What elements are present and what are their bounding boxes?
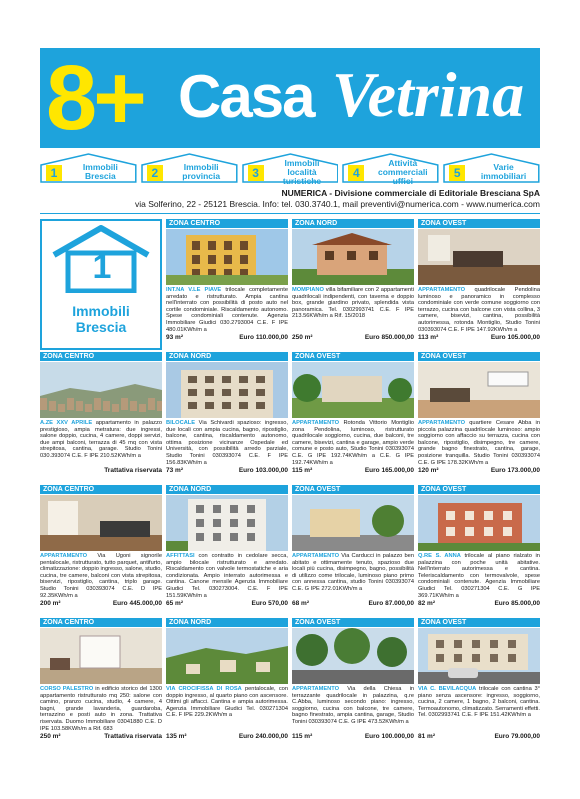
listing-title: APPARTAMENTO (292, 686, 340, 692)
nav-item-1[interactable] (40, 153, 137, 183)
logo-number: 8+ (46, 47, 143, 149)
listing-footer (40, 467, 162, 475)
listing-photo (418, 628, 540, 684)
nav-item-2[interactable] (141, 153, 238, 183)
listing-photo (292, 362, 414, 418)
listing-card[interactable] (40, 485, 162, 619)
zone-label: ZONA CENTRO (40, 352, 162, 361)
zone-label: ZONA NORD (166, 352, 288, 361)
listing-price: Euro 110.000,00 (239, 334, 288, 341)
listing-card[interactable] (292, 352, 414, 486)
listing-title: BILOCALE (166, 420, 196, 426)
listing-footer (40, 600, 162, 608)
nav-item-4[interactable] (342, 153, 439, 186)
listing-photo (166, 362, 288, 418)
zone-label: ZONA OVEST (292, 485, 414, 494)
listing-text: in edificio storico del 1300 appartamento ristrutturato mq 250: salone con camino, pranzo cucina, studio, 4 camere, 4 bagni, grande lavanderia, guardaroba, terrazzino e posti auto in zona. Trattativa riservata. Duomo Immobiliare 03041880 C.E. D IPE 103.58KWh/m a Rif. 683 (40, 686, 162, 732)
listing-area: 73 m² (166, 467, 183, 474)
listing-area: 113 m² (418, 334, 439, 341)
zone-label: ZONA CENTRO (166, 219, 288, 228)
listing-footer (166, 467, 288, 475)
listing-description (166, 287, 288, 333)
listing-title: A.ZE XXV APRILE (40, 420, 93, 426)
listing-area: 120 m² (418, 467, 439, 474)
listing-title: CORSO PALESTRO (40, 686, 94, 692)
listing-title: APPARTAMENTO (40, 553, 88, 559)
listing-title: VIA CROCIFISSA DI ROSA (166, 686, 242, 692)
listing-text: pentalocale, con doppio ingresso, al quarto piano con ascensore. Ottimi gli affacci. Cantina e ampia autorimessa. Agenzia Immobiliare Giudici Tel. 030271304 C.E. F IPE 229.2KWh/m a (166, 686, 288, 719)
listing-photo (418, 229, 540, 285)
listing-text: Rotonda Vittorio Montiglio zona Pendolina, luminoso, ristrutturato quadrilocale soggiorno, cucina, due balconi, tre camere, bisevizi, cantina e garage, ampio verde comune e posto auto, Studio Tonini 030393074 C.E. G IPE 192.74KWh/m a C.E. G IPE 192.74KWh/m a (292, 420, 414, 466)
listing-area: 68 m² (292, 600, 309, 607)
nav-label: Attività commerciali uffici (377, 157, 428, 186)
listing-photo (292, 628, 414, 684)
listing-price: Trattativa riservata (104, 733, 162, 740)
listing-footer (418, 334, 540, 342)
zone-label: ZONA NORD (166, 485, 288, 494)
listing-text: villa bifamiliare con 2 appartamenti quadrilocali indipendenti, con taverna e doppio box, grande giardino privato, splendida vista panoramica. Tel. 0302993741 C.E. F IPE 213.56KWh/m a Rif. 15/2018 (292, 287, 414, 320)
listing-text: quadrilocale Pendolina luminoso e panoramico in complesso condominiale con verde comune soggiorno con terrazzo, cucina con balcone con vista collina, 3 camere, bisevizi, cantina, possibilità autorimessa, rotonda Montiglio, Studio Tonini 030393074 C.E. F IPE 147.92KWh/m a (418, 287, 540, 333)
listing-price: Euro 105.000,00 (490, 334, 540, 341)
listing-title: AFFITTASI (166, 553, 195, 559)
listing-card[interactable] (292, 485, 414, 619)
nav-item-5[interactable] (443, 153, 540, 183)
listing-footer (166, 334, 288, 342)
listing-photo (292, 495, 414, 551)
nav-label: Immobili provincia (182, 162, 221, 181)
listing-price: Euro 240.000,00 (238, 733, 288, 740)
masthead (40, 48, 540, 148)
listing-area: 65 m² (166, 600, 183, 607)
listing-description (40, 553, 162, 599)
listing-description (166, 420, 288, 466)
listing-photo (166, 229, 288, 285)
listing-description (292, 686, 414, 732)
listing-card[interactable] (418, 618, 540, 752)
nav-label: Varie immobiliari (480, 162, 527, 181)
zone-label: ZONA OVEST (418, 618, 540, 627)
logo-vetrina: Vetrina (332, 59, 525, 130)
logo-casa: Casa (178, 63, 314, 130)
listing-card[interactable] (418, 219, 540, 353)
listing-photo (166, 628, 288, 684)
listing-description (166, 553, 288, 599)
section-number: 1 (92, 248, 112, 286)
listing-footer (292, 733, 414, 741)
listing-footer (418, 600, 540, 608)
listing-footer (292, 467, 414, 475)
section-label: Immobili Brescia (72, 303, 130, 335)
listing-area: 115 m² (292, 733, 313, 740)
nav-label: Immobili Brescia (82, 162, 118, 181)
listing-title: APPARTAMENTO (292, 420, 340, 426)
listing-text: Via Carducci in palazzo ben abitato e ottimamente tenuto, spazioso due locali più cucina, disimpegno, bagno, possibilità di utilizzo come trilocale, luminoso piano primo con annessa cantina, studio Tonini 030393074 C.E. G IPE 272.01KWh/m a (292, 553, 414, 592)
listing-text: Via Ugoni signorile pentalocale, ristrutturato, tutto parquet, antifurto, climatizzazione: doppio ingresso, salone, studio, cucina, tre camere, balconi con vista strepitosa, biservizi, ripostiglio, cantina, triplo garage. Studio Tonini 030393074 C.E. D IPE 92.35KWh/m a (40, 553, 162, 599)
listing-card[interactable] (418, 352, 540, 486)
zone-label: ZONA CENTRO (40, 618, 162, 627)
listing-title: Q.RE S. ANNA (418, 553, 461, 559)
listing-price: Euro 570,00 (251, 600, 288, 607)
listing-text: Via della Chiesa in terrazzante quadrilocale in palazzina, q.re C.Abba, luminoso secondo piano: ingresso, soggiorno, cucina con balcone, tre camere, bagno finestrato, ampia cantina, garage, Studio Tonini 030393074 C.E. G IPE 473.52KWh/m a (292, 686, 414, 725)
listing-price: Trattativa riservata (104, 467, 162, 474)
listing-footer (418, 733, 540, 741)
listing-card[interactable] (418, 485, 540, 619)
listing-price: Euro 79.000,00 (494, 733, 540, 740)
listing-title: APPARTAMENTO (292, 553, 340, 559)
publisher-name: NUMERICA - Divisione commerciale di Editoriale Bresciana SpA (281, 188, 540, 198)
listing-card[interactable] (166, 618, 288, 752)
nav-item-3[interactable] (242, 153, 339, 186)
listing-area: 250 m² (292, 334, 313, 341)
listing-photo (40, 362, 162, 418)
listing-description (292, 420, 414, 466)
zone-label: ZONA OVEST (292, 618, 414, 627)
listing-card[interactable] (166, 219, 288, 353)
nav-number: 2 (147, 165, 163, 181)
divider (40, 213, 540, 214)
listing-card[interactable] (292, 618, 414, 752)
listing-area: 82 m² (418, 600, 435, 607)
nav-number: 3 (248, 165, 264, 181)
listing-text: trilocale al piano rialzato in palazzina con poche unità abitative. Nell'interrato autorimessa e cantina. Teleriscaldamento con termovalvole, spese condominiali contenute. Agenzia Immobiliare Giudici Tel. 030271304 C.E. G IPE 369.71KWh/m a (418, 553, 540, 599)
listing-title: MOMPIANO (292, 287, 324, 293)
listing-price: Euro 103.000,00 (238, 467, 288, 474)
listing-description (418, 553, 540, 599)
listing-footer (292, 334, 414, 342)
listing-card[interactable] (40, 352, 162, 486)
listing-title: INT.NA V.LE PIAVE (166, 287, 222, 293)
publisher-info (40, 188, 540, 210)
listing-area: 81 m² (418, 733, 435, 740)
zone-label: ZONA OVEST (418, 219, 540, 228)
zone-label: ZONA OVEST (292, 352, 414, 361)
nav-number: 1 (46, 165, 62, 181)
listing-area: 115 m² (292, 467, 313, 474)
section-badge (40, 219, 162, 350)
listing-card[interactable] (166, 485, 288, 619)
listing-footer (40, 733, 162, 741)
listing-description (418, 287, 540, 333)
listing-card[interactable] (292, 219, 414, 353)
zone-label: ZONA NORD (292, 219, 414, 228)
category-nav (40, 153, 540, 186)
listing-area: 93 m² (166, 334, 183, 341)
listing-photo (418, 495, 540, 551)
listing-price: Euro 445.000,00 (112, 600, 162, 607)
listing-price: Euro 173.000,00 (490, 467, 540, 474)
listing-text: quartiere Cesare Abba in piccola palazzina quadrilocale luminoso: ampio soggiorno con affaccio su terrazza, cucina con balcone, ripostiglio, disimpegno, tre camere, grande bagno finestrato, cantina, garage, posizione tranquilla. Studio Tonini 030393074 C.E. G IPE 178.32KWh/m a (418, 420, 540, 466)
listing-area: 135 m² (166, 733, 187, 740)
listing-photo (40, 495, 162, 551)
listing-title: VIA C. BEVILACQUA (418, 686, 477, 692)
listing-price: Euro 87.000,00 (368, 600, 414, 607)
listing-title: APPARTAMENTO (418, 420, 466, 426)
listing-footer (292, 600, 414, 608)
listing-text: Via Schivardi spazioso: ingresso, due locali con ampia cucina, bagno, ripostiglio, balcone, cantina, riscaldamento autonomo, ottima posizione vicinanze Ospedale ed Università, con possibilità arredo parziale, Studio Tonini 030393074 C.E. F IPE 156.83KWh/m a (166, 420, 288, 466)
zone-label: ZONA OVEST (418, 485, 540, 494)
listing-text: trilocale con cantina 3° piano senza ascensore: ingresso, soggiorno, cucina, 2 camere, 1 bagno, 2 balconi, cantina. Termoautonomo, climatizzato. Serramenti effetti. Tel. 0302993741 C.E. F IPE 151.42KWh/m a (418, 686, 540, 719)
listing-price: Euro 85.000,00 (494, 600, 540, 607)
listing-footer (166, 733, 288, 741)
listing-price: Euro 850.000,00 (364, 334, 414, 341)
listing-text: appartamento in palazzo prestigioso, ampia metratura: due ingressi, salone doppio, cucina, 4 camere, doppi servizi, due ampi balconi, terrazza di 45 mq con vista strepitosa, cantina, garage. Studio Tonini 030.393074 C.E. F IPE 210.52KWh/m a (40, 420, 162, 459)
zone-label: ZONA CENTRO (40, 485, 162, 494)
zone-label: ZONA OVEST (418, 352, 540, 361)
listing-card[interactable] (166, 352, 288, 486)
listing-description (292, 287, 414, 333)
listing-price: Euro 165.000,00 (364, 467, 414, 474)
listing-card[interactable] (40, 618, 162, 752)
listing-photo (40, 628, 162, 684)
listing-description (418, 420, 540, 466)
listing-footer (418, 467, 540, 475)
listing-description (40, 420, 162, 466)
listing-text: con contratto in cedolare secca, ampio bilocale ristrutturato e arredato. Riscaldamento con valvole termostatiche e aria condizionata. Ampio interrato autorimessa e cantina. Canone mensile Agenzia Immobiliare Giudici Tel. 030273004. C.E. F IPE 151.59KWh/m a (166, 553, 288, 599)
listing-description (166, 686, 288, 732)
nav-label: Immobili località turistiche (282, 157, 322, 186)
nav-number: 5 (449, 165, 465, 181)
listing-photo (418, 362, 540, 418)
listing-area: 200 m² (40, 600, 61, 607)
publisher-contact: via Solferino, 22 - 25121 Brescia. Info: tel. 030.3740.1, mail preventivi@numerica.com - www.numerica.com (134, 199, 540, 209)
listing-area: 250 m² (40, 733, 61, 740)
listing-title: APPARTAMENTO (418, 287, 466, 293)
listing-photo (166, 495, 288, 551)
listing-text: trilocale completamente arredato e ristrutturato. Ampia cantina nell'interrato con possibilità di posto auto nel cortile condominiale. Riscaldamento autonomo. Spese condominiali contenute. Agenzia Immobiliare Giudici 030.2793004 C.E. F IPE 480.01KWh/m a (166, 287, 288, 333)
listing-price: Euro 100.000,00 (364, 733, 414, 740)
nav-number: 4 (348, 165, 364, 181)
listing-photo (292, 229, 414, 285)
zone-label: ZONA NORD (166, 618, 288, 627)
listing-description (418, 686, 540, 732)
listing-description (292, 553, 414, 599)
listing-description (40, 686, 162, 732)
listing-footer (166, 600, 288, 608)
